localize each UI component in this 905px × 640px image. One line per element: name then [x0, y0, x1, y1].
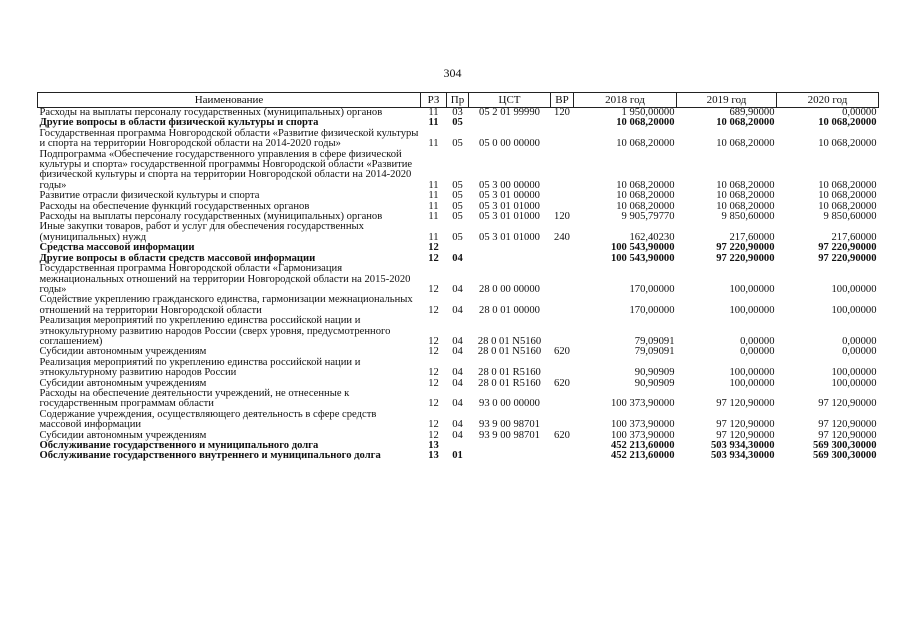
cell-name: Обслуживание государственного внутреннего и муниципального долга	[39, 450, 381, 462]
cell-rz: 12	[428, 419, 439, 431]
table-header-row	[38, 93, 879, 108]
cell-rz: 11	[428, 190, 439, 202]
cell-cst: 05 3 01 01000	[479, 211, 540, 223]
cell-rz: 12	[428, 283, 439, 295]
cell-name: Содержание учреждения, осуществляющего деятельность в сфере средств массовой информации	[39, 408, 377, 431]
cell-pr: 04	[452, 252, 463, 264]
cell-rz: 12	[428, 367, 439, 379]
cell-2019: 97 120,90000	[716, 419, 775, 431]
cell-2019: 97 220,90000	[716, 242, 775, 254]
cell-name: Обслуживание государственного и муниципального долга	[39, 440, 319, 451]
cell-2020: 97 120,90000	[818, 429, 877, 441]
cell-2018: 170,00000	[629, 304, 675, 316]
cell-vr	[551, 118, 574, 128]
cell-vr	[551, 264, 574, 295]
cell-2019: 100,00000	[729, 377, 775, 389]
header-2020: 2020 год	[777, 93, 879, 108]
cell-rz: 12	[428, 252, 439, 264]
cell-2018: 10 068,20000	[616, 138, 675, 150]
cell-name: Расходы на обеспечение функций государственных органов	[39, 200, 310, 212]
cell-2020: 0,00000	[842, 335, 877, 347]
cell-name: Подпрограмма «Обеспечение государственного управления в сфере физической культуры и спорта» государственной программы Новгородской области «Развитие физической культуры и спорта на территории Новгородской области на 2014-2020 годы»	[39, 148, 413, 191]
cell-2020: 10 068,20000	[818, 138, 877, 150]
table-row	[38, 150, 879, 192]
cell-2018: 100 373,90000	[610, 398, 675, 410]
cell-pr: 05	[452, 117, 463, 129]
cell-2020: 569 300,30000	[812, 450, 877, 462]
cell-2018: 10 068,20000	[616, 117, 675, 129]
header-vr: ВР	[551, 93, 574, 108]
cell-name: Содействие укреплению гражданского единства, гармонизации межнациональных отношений на территории Новгородской области	[39, 294, 413, 316]
header-cst: ЦСТ	[469, 93, 551, 108]
cell-2018: 162,40230	[629, 231, 675, 243]
cell-2018: 452 213,60000	[610, 450, 675, 462]
cell-cst	[469, 254, 551, 264]
cell-2020: 100,00000	[831, 304, 877, 316]
cell-pr: 04	[452, 346, 463, 358]
cell-2018: 10 068,20000	[616, 190, 675, 202]
cell-pr: 04	[452, 304, 463, 316]
cell-cst: 28 0 01 R5160	[478, 367, 541, 379]
cell-name: Развитие отрасли физической культуры и спорта	[39, 190, 260, 202]
cell-2020: 0,00000	[842, 107, 877, 118]
header-pr: Пр	[447, 93, 469, 108]
cell-2018: 100 543,90000	[610, 242, 675, 254]
table-row	[38, 264, 879, 295]
cell-name: Другие вопросы в области средств массовой информации	[39, 252, 316, 264]
cell-rz: 12	[428, 377, 439, 389]
cell-2019: 0,00000	[740, 346, 775, 358]
cell-vr	[551, 451, 574, 461]
cell-name: Субсидии автономным учреждениям	[39, 377, 207, 389]
cell-2020: 10 068,20000	[818, 117, 877, 129]
cell-pr: 01	[452, 450, 463, 462]
cell-2018: 9 905,79770	[621, 211, 675, 223]
cell-vr	[551, 389, 574, 410]
cell-vr	[551, 316, 574, 347]
cell-2019: 97 120,90000	[716, 398, 775, 410]
cell-2018: 79,09091	[634, 335, 675, 347]
budget-table	[37, 92, 879, 462]
cell-pr: 05	[452, 138, 463, 150]
cell-rz: 11	[428, 107, 439, 118]
cell-name: Субсидии автономным учреждениям	[39, 346, 207, 358]
cell-rz: 11	[428, 211, 439, 223]
cell-2020: 10 068,20000	[818, 179, 877, 191]
cell-name: Государственная программа Новгородской области «Гармонизация межнациональных отношений на территории Новгородской области на 2015-2020 годы»	[39, 263, 411, 295]
cell-name: Субсидии автономным учреждениям	[39, 429, 207, 441]
cell-cst: 05 2 01 99990	[479, 107, 540, 118]
cell-name: Иные закупки товаров, работ и услуг для обеспечения государственных (муниципальных) нужд	[39, 221, 364, 243]
cell-2020: 100,00000	[831, 377, 877, 389]
cell-rz: 12	[428, 429, 439, 441]
cell-2019: 100,00000	[729, 283, 775, 295]
header-rz: РЗ	[421, 93, 447, 108]
cell-2020: 10 068,20000	[818, 200, 877, 212]
cell-cst: 05 3 00 00000	[479, 179, 540, 191]
cell-vr: 620	[554, 377, 570, 389]
cell-rz: 12	[428, 335, 439, 347]
cell-2020: 97 220,90000	[818, 242, 877, 254]
cell-2019: 97 120,90000	[716, 429, 775, 441]
cell-2019: 0,00000	[740, 335, 775, 347]
cell-2018: 90,90909	[634, 367, 675, 379]
cell-rz: 11	[428, 117, 439, 129]
cell-2018: 100 543,90000	[610, 252, 675, 264]
cell-vr	[551, 295, 574, 316]
cell-vr	[551, 243, 574, 253]
cell-vr	[551, 191, 574, 201]
cell-cst	[469, 118, 551, 128]
cell-pr: 04	[452, 377, 463, 389]
page-number: 304	[443, 66, 462, 80]
cell-2020: 97 120,90000	[818, 398, 877, 410]
cell-cst: 28 0 01 N5160	[477, 335, 542, 347]
cell-cst: 28 0 01 N5160	[477, 346, 542, 358]
cell-vr: 620	[554, 429, 570, 441]
cell-2020: 97 220,90000	[818, 252, 877, 264]
cell-pr: 04	[452, 367, 463, 379]
cell-rz: 12	[428, 304, 439, 316]
header-name: Наименование	[38, 93, 421, 108]
cell-2019: 97 220,90000	[716, 252, 775, 264]
header-2019: 2019 год	[677, 93, 777, 108]
cell-pr: 04	[452, 283, 463, 295]
cell-2019: 10 068,20000	[716, 190, 775, 202]
table-row	[38, 295, 879, 316]
cell-vr	[551, 129, 574, 150]
cell-2020: 569 300,30000	[812, 440, 877, 451]
cell-rz: 11	[428, 179, 439, 191]
cell-2019: 10 068,20000	[716, 200, 775, 212]
table-row	[38, 358, 879, 379]
cell-2019: 689,90000	[729, 107, 775, 118]
cell-2019: 100,00000	[729, 304, 775, 316]
cell-2019: 217,60000	[729, 231, 775, 243]
cell-2020: 10 068,20000	[818, 190, 877, 202]
cell-name: Государственная программа Новгородской области «Развитие физической культуры и спорта на территории Новгородской области на 2014-2020 годы»	[39, 127, 419, 150]
cell-2020: 100,00000	[831, 367, 877, 379]
table-row	[38, 222, 879, 243]
cell-2020: 9 850,60000	[823, 211, 877, 223]
cell-2020: 217,60000	[831, 231, 877, 243]
cell-2019: 10 068,20000	[716, 138, 775, 150]
cell-2018: 452 213,60000	[610, 440, 675, 451]
cell-vr	[551, 410, 574, 431]
cell-pr: 05	[452, 179, 463, 191]
cell-vr	[551, 254, 574, 264]
cell-cst: 93 0 00 00000	[479, 398, 540, 410]
cell-2018: 79,09091	[634, 346, 675, 358]
cell-vr	[551, 441, 574, 451]
cell-rz: 11	[428, 138, 439, 150]
cell-cst: 05 3 01 01000	[479, 231, 540, 243]
cell-vr: 120	[554, 211, 570, 223]
table-row	[38, 410, 879, 431]
cell-rz: 13	[428, 450, 439, 462]
cell-pr: 04	[452, 398, 463, 410]
cell-cst	[469, 243, 551, 253]
cell-pr: 04	[452, 429, 463, 441]
cell-vr: 620	[554, 346, 570, 358]
cell-2018: 100 373,90000	[610, 419, 675, 431]
table-body	[38, 108, 879, 462]
cell-name: Реализация мероприятий по укреплению единства российской нации и этнокультурному развитию народов России	[39, 356, 361, 379]
table-row	[38, 316, 879, 347]
cell-name: Расходы на выплаты персоналу государственных (муниципальных) органов	[39, 211, 383, 223]
cell-name: Реализация мероприятий по укреплению единства российской нации и этнокультурному развитию народов России (сверх уровня, предусмотренного соглашением)	[39, 315, 391, 347]
cell-2019: 503 934,30000	[710, 440, 775, 451]
cell-name: Расходы на выплаты персоналу государственных (муниципальных) органов	[39, 107, 383, 118]
cell-pr: 05	[452, 200, 463, 212]
cell-cst: 28 0 01 00000	[479, 304, 540, 316]
cell-cst: 93 9 00 98701	[479, 429, 540, 441]
cell-2019: 9 850,60000	[721, 211, 775, 223]
cell-rz: 11	[428, 231, 439, 243]
cell-2018: 10 068,20000	[616, 200, 675, 212]
cell-2018: 1 950,00000	[621, 107, 675, 118]
table-row	[38, 451, 879, 461]
cell-cst	[469, 441, 551, 451]
cell-cst: 05 3 01 00000	[479, 190, 540, 202]
cell-2020: 100,00000	[831, 283, 877, 295]
cell-cst: 05 3 01 01000	[479, 200, 540, 212]
cell-2019: 10 068,20000	[716, 117, 775, 129]
cell-2019: 10 068,20000	[716, 179, 775, 191]
cell-2018: 100 373,90000	[610, 429, 675, 441]
cell-rz: 11	[428, 200, 439, 212]
cell-cst	[469, 451, 551, 461]
cell-2018: 170,00000	[629, 283, 675, 295]
cell-rz: 12	[428, 242, 439, 254]
cell-2019: 503 934,30000	[710, 450, 775, 462]
cell-cst: 93 9 00 98701	[479, 419, 540, 431]
cell-pr: 04	[452, 419, 463, 431]
header-2018: 2018 год	[574, 93, 677, 108]
cell-vr: 120	[554, 107, 570, 118]
cell-2018: 10 068,20000	[616, 179, 675, 191]
table-row	[38, 129, 879, 150]
cell-2020: 0,00000	[842, 346, 877, 358]
cell-vr	[551, 150, 574, 192]
cell-cst: 05 0 00 00000	[479, 138, 540, 150]
cell-pr: 05	[452, 190, 463, 202]
cell-2018: 90,90909	[634, 377, 675, 389]
cell-rz: 12	[428, 346, 439, 358]
cell-vr: 240	[554, 231, 570, 243]
cell-rz: 12	[428, 398, 439, 410]
cell-pr: 03	[452, 107, 463, 118]
cell-pr: 05	[452, 231, 463, 243]
cell-name: Средства массовой информации	[39, 242, 195, 254]
table-row	[38, 389, 879, 410]
cell-2020: 97 120,90000	[818, 419, 877, 431]
cell-name: Расходы на обеспечение деятельности учреждений, не отнесенные к государственным программам области	[39, 387, 350, 410]
cell-cst: 28 0 01 R5160	[478, 377, 541, 389]
cell-2019: 100,00000	[729, 367, 775, 379]
cell-vr	[551, 358, 574, 379]
cell-pr: 05	[452, 211, 463, 223]
cell-pr: 04	[452, 335, 463, 347]
cell-cst: 28 0 00 00000	[479, 283, 540, 295]
cell-name: Другие вопросы в области физической культуры и спорта	[39, 117, 319, 129]
cell-rz: 13	[428, 440, 439, 451]
